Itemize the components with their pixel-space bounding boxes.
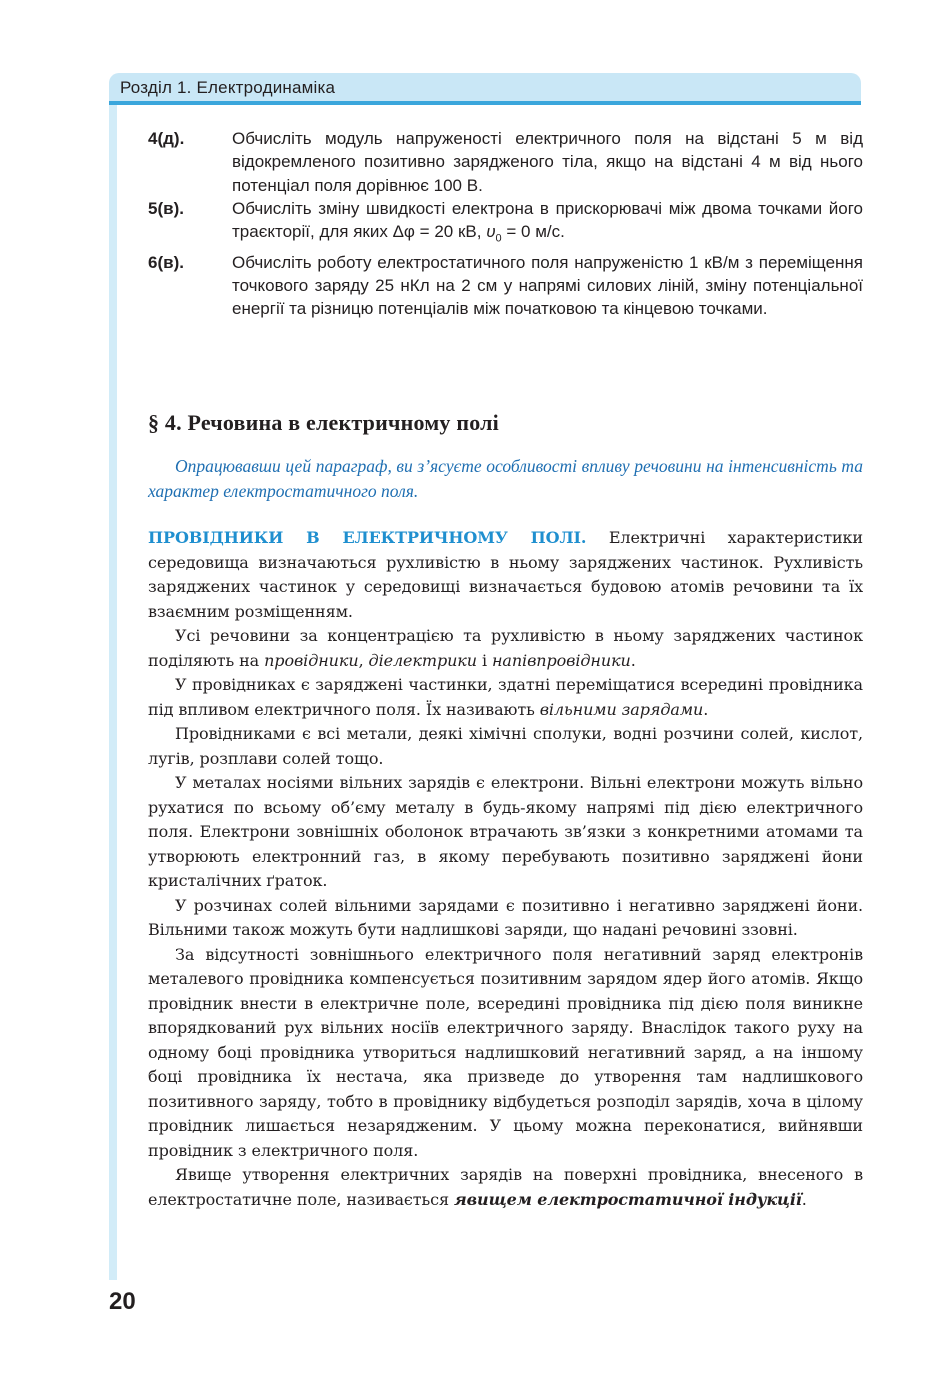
paragraph: Явище утворення електричних зарядів на поверхні провідника, внесеного в електростатичне поле, називається явищем електростатичної індукції. (148, 1165, 863, 1209)
velocity-subscript: 0 (495, 232, 502, 245)
paragraph: У провідниках є заряджені частинки, здатні переміщатися всередині провідника під впливом електричного поля. Їх називають вільними зарядами. (148, 675, 863, 719)
task-item (148, 197, 863, 251)
task-text: Обчисліть роботу електростатичного поля напруженістю 1 кВ/м з переміщення точкового заряду 25 нКл на 2 см у напрямі силових ліній, зміну потенціальної енергії та різницю потенціалів між початковою та кінцевою точками. (232, 252, 863, 319)
task-number: 6(в). (148, 252, 184, 272)
key-term: явищем електростатичної індукції (454, 1189, 802, 1209)
task-list (148, 127, 863, 321)
task-item (148, 127, 863, 197)
task-text: Обчисліть зміну швидкості електрона в прискорювачі між двома точками його траєкторії, для яких Δφ = 20 кВ, $\upsilon_0 = 0$ м/с. (232, 198, 863, 245)
paragraph: Усі речовини за концентрацією та рухливістю в ньому заряджених частинок поділяють на провідники, діелектрики і напівпровідники. (148, 626, 863, 670)
paragraph: Провідниками є всі метали, деякі хімічні сполуки, водні розчини солей, кислот, лугів, розплави солей тощо. (148, 724, 863, 768)
term: провідники (264, 650, 359, 670)
velocity-symbol: υ (486, 222, 496, 242)
chapter-header-title: Розділ 1. Електродинаміка (120, 78, 336, 97)
term: вільними зарядами (539, 699, 704, 719)
section-title: § 4. Речовина в електричному полі (148, 410, 499, 435)
task-number: 4(д). (148, 129, 185, 148)
body-text (148, 526, 863, 1212)
task-item (148, 251, 863, 321)
section-intro: Опрацювавши цей параграф, ви з’ясуєте особливості впливу речовини на інтенсивність та характер електростатичного поля. (148, 456, 863, 501)
paragraph: У металах носіями вільних зарядів є електрони. Вільні електрони можуть вільно рухатися по всьому об’єму металу в будь-якому напрямі під дією електричного поля. Електрони зовнішніх оболонок втрачають зв’язки з конкретними атомами та утворюють електронний газ, в якому перебувають позитивно заряджені йони кристалічних ґраток. (148, 773, 863, 890)
task-number: 5(в). (148, 198, 184, 218)
paragraph: У розчинах солей вільними зарядами є позитивно і негативно заряджені йони. Вільними також можуть бути надлишкові заряди, що надані речовині ззовні. (148, 895, 863, 939)
subheading-lead: ПРОВІДНИКИ В ЕЛЕКТРИЧНОМУ ПОЛІ. (148, 528, 587, 547)
term: напівпровідники (491, 650, 631, 670)
task-text: Обчисліть модуль напруженості електричного поля на відстані 5 м від відокремленого позитивно зарядженого тіла, якщо на відстані 4 м від нього потенціал поля дорівнює 100 В. (232, 129, 863, 195)
paragraph: ПРОВІДНИКИ В ЕЛЕКТРИЧНОМУ ПОЛІ. Електричні характеристики середовища визначаються рухливістю в ньому заряджених частинок. Рухливість заряджених частинок у середовищі визначається будовою атомів речовини та їх взаємним розміщенням. (148, 528, 863, 621)
paragraph: За відсутності зовнішнього електричного поля негативний заряд електронів металевого провідника компенсується позитивним зарядом ядер його атомів. Якщо провідник внести в електричне поле, всередині провідника під дією поля виникне впорядкований рух вільних носіїв електричного заряду. Внаслідок такого руху на одному боці провідника утвориться надлишковий негативний заряд, а на іншому боці провідника їх нестача, яка призведе до утворення там надлишкового позитивного заряду, тобто в провіднику відбудеться розподіл зарядів, хоча в цілому провідник лишається незарядженим. У цьому можна переконатися, вийнявши провідник з електричного поля. (148, 944, 863, 1160)
term: діелектрики (368, 650, 477, 670)
chapter-header-underline (109, 101, 861, 105)
margin-side-bar (109, 105, 117, 1280)
page-number: 20 (109, 1288, 136, 1315)
